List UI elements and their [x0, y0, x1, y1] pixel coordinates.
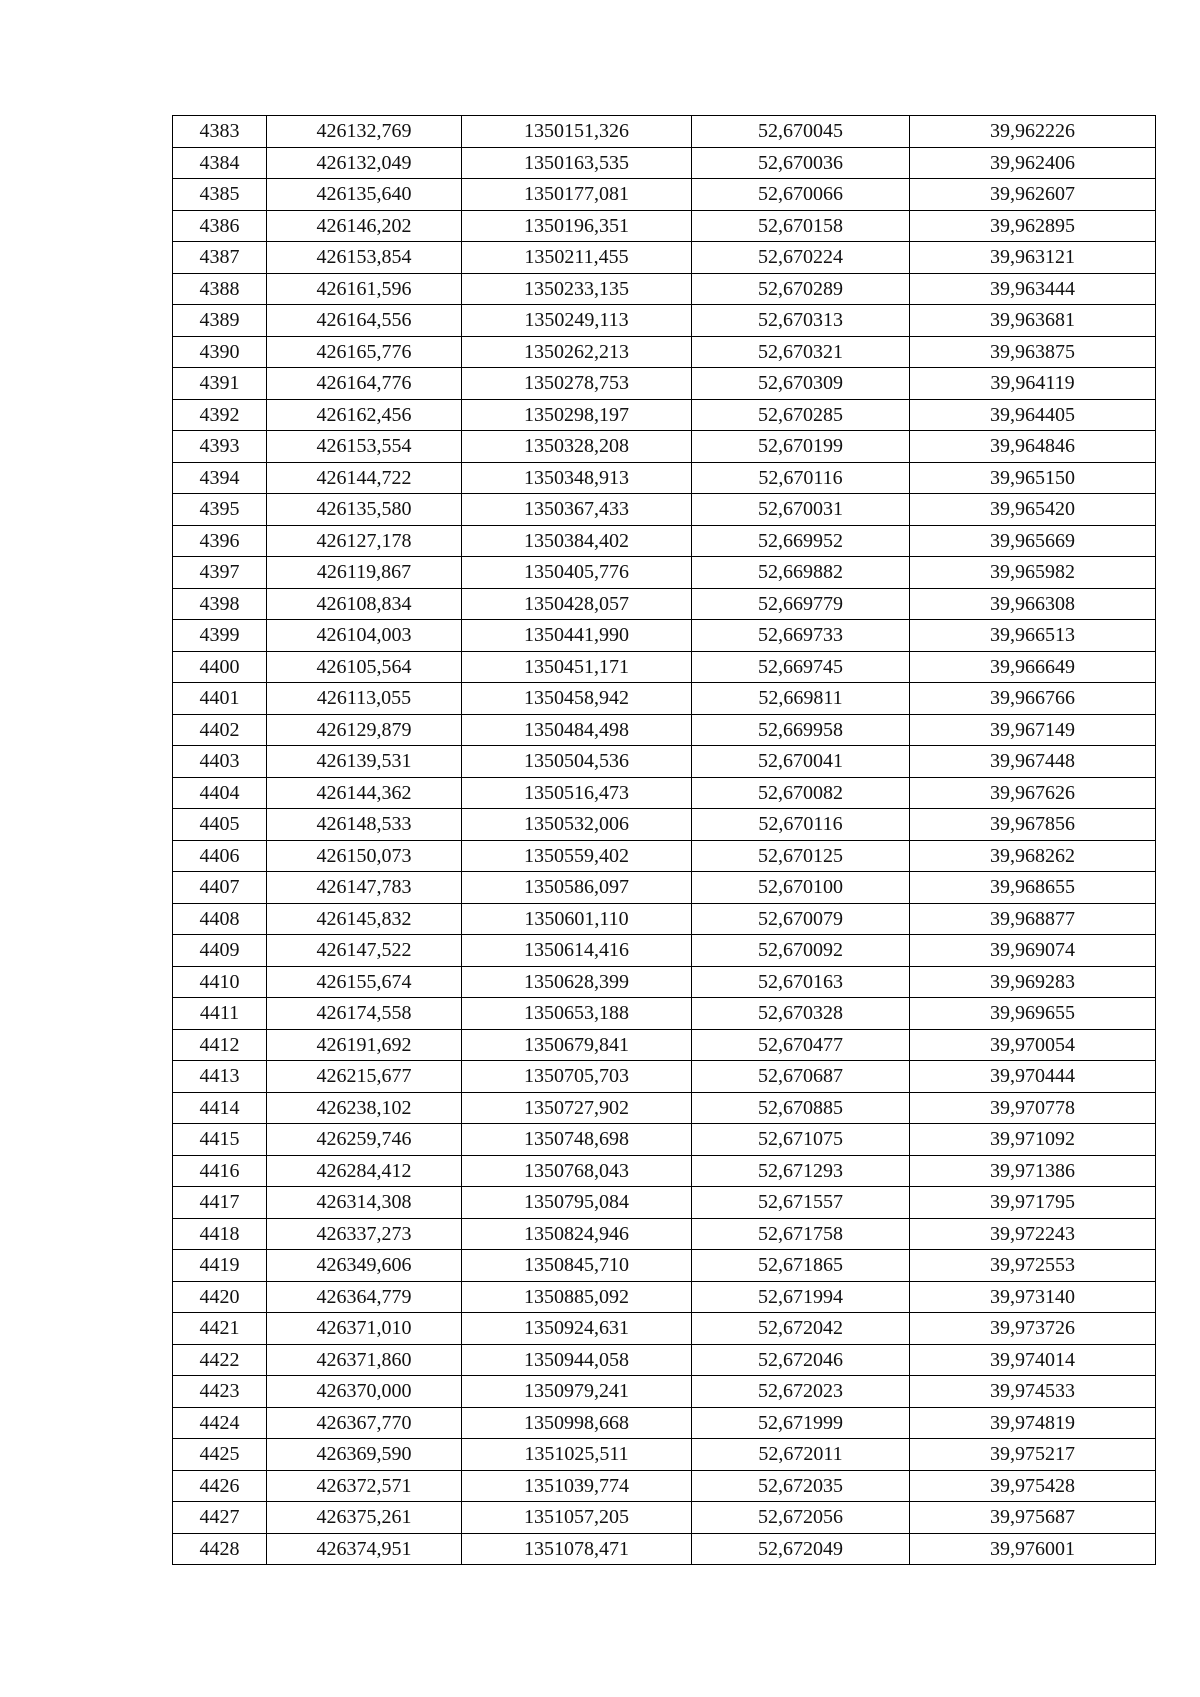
table-row [173, 179, 1156, 211]
x-coordinate-cell: 426337,273 [267, 1218, 462, 1250]
longitude-cell: 39,965669 [910, 525, 1156, 557]
x-coordinate-cell: 426372,571 [267, 1470, 462, 1502]
x-coordinate-cell: 426164,556 [267, 305, 462, 337]
point-number-cell: 4393 [173, 431, 267, 463]
y-coordinate-cell: 1350601,110 [462, 903, 692, 935]
latitude-cell: 52,672042 [692, 1313, 910, 1345]
longitude-cell: 39,962406 [910, 147, 1156, 179]
longitude-cell: 39,963875 [910, 336, 1156, 368]
longitude-cell: 39,963681 [910, 305, 1156, 337]
y-coordinate-cell: 1350328,208 [462, 431, 692, 463]
point-number-cell: 4427 [173, 1502, 267, 1534]
table-row [173, 242, 1156, 274]
latitude-cell: 52,670045 [692, 116, 910, 148]
table-row [173, 1250, 1156, 1282]
point-number-cell: 4385 [173, 179, 267, 211]
y-coordinate-cell: 1350628,399 [462, 966, 692, 998]
longitude-cell: 39,975428 [910, 1470, 1156, 1502]
longitude-cell: 39,973726 [910, 1313, 1156, 1345]
longitude-cell: 39,964119 [910, 368, 1156, 400]
latitude-cell: 52,670309 [692, 368, 910, 400]
table-row [173, 1502, 1156, 1534]
y-coordinate-cell: 1350748,698 [462, 1124, 692, 1156]
y-coordinate-cell: 1350163,535 [462, 147, 692, 179]
table-row [173, 1439, 1156, 1471]
y-coordinate-cell: 1350795,084 [462, 1187, 692, 1219]
longitude-cell: 39,966513 [910, 620, 1156, 652]
table-row [173, 336, 1156, 368]
y-coordinate-cell: 1350451,171 [462, 651, 692, 683]
longitude-cell: 39,973140 [910, 1281, 1156, 1313]
point-number-cell: 4411 [173, 998, 267, 1030]
latitude-cell: 52,670285 [692, 399, 910, 431]
latitude-cell: 52,670477 [692, 1029, 910, 1061]
x-coordinate-cell: 426113,055 [267, 683, 462, 715]
x-coordinate-cell: 426105,564 [267, 651, 462, 683]
x-coordinate-cell: 426147,783 [267, 872, 462, 904]
point-number-cell: 4404 [173, 777, 267, 809]
table-row [173, 462, 1156, 494]
y-coordinate-cell: 1350262,213 [462, 336, 692, 368]
table-row [173, 1155, 1156, 1187]
table-row [173, 1029, 1156, 1061]
x-coordinate-cell: 426153,854 [267, 242, 462, 274]
longitude-cell: 39,967856 [910, 809, 1156, 841]
latitude-cell: 52,669745 [692, 651, 910, 683]
point-number-cell: 4420 [173, 1281, 267, 1313]
longitude-cell: 39,971092 [910, 1124, 1156, 1156]
latitude-cell: 52,671994 [692, 1281, 910, 1313]
table-row [173, 1061, 1156, 1093]
y-coordinate-cell: 1350367,433 [462, 494, 692, 526]
longitude-cell: 39,971386 [910, 1155, 1156, 1187]
table-row [173, 998, 1156, 1030]
y-coordinate-cell: 1350196,351 [462, 210, 692, 242]
latitude-cell: 52,670116 [692, 809, 910, 841]
latitude-cell: 52,670321 [692, 336, 910, 368]
point-number-cell: 4417 [173, 1187, 267, 1219]
table-row [173, 368, 1156, 400]
point-number-cell: 4406 [173, 840, 267, 872]
point-number-cell: 4401 [173, 683, 267, 715]
latitude-cell: 52,670079 [692, 903, 910, 935]
point-number-cell: 4399 [173, 620, 267, 652]
latitude-cell: 52,672011 [692, 1439, 910, 1471]
y-coordinate-cell: 1350211,455 [462, 242, 692, 274]
point-number-cell: 4421 [173, 1313, 267, 1345]
point-number-cell: 4408 [173, 903, 267, 935]
y-coordinate-cell: 1350278,753 [462, 368, 692, 400]
point-number-cell: 4392 [173, 399, 267, 431]
longitude-cell: 39,968655 [910, 872, 1156, 904]
table-row [173, 210, 1156, 242]
latitude-cell: 52,669811 [692, 683, 910, 715]
point-number-cell: 4414 [173, 1092, 267, 1124]
x-coordinate-cell: 426132,049 [267, 147, 462, 179]
x-coordinate-cell: 426314,308 [267, 1187, 462, 1219]
x-coordinate-cell: 426371,010 [267, 1313, 462, 1345]
table-row [173, 714, 1156, 746]
y-coordinate-cell: 1350679,841 [462, 1029, 692, 1061]
x-coordinate-cell: 426375,261 [267, 1502, 462, 1534]
y-coordinate-cell: 1350405,776 [462, 557, 692, 589]
longitude-cell: 39,974819 [910, 1407, 1156, 1439]
longitude-cell: 39,964846 [910, 431, 1156, 463]
table-row [173, 588, 1156, 620]
latitude-cell: 52,671557 [692, 1187, 910, 1219]
x-coordinate-cell: 426135,640 [267, 179, 462, 211]
longitude-cell: 39,971795 [910, 1187, 1156, 1219]
y-coordinate-cell: 1350979,241 [462, 1376, 692, 1408]
point-number-cell: 4403 [173, 746, 267, 778]
x-coordinate-cell: 426238,102 [267, 1092, 462, 1124]
latitude-cell: 52,671293 [692, 1155, 910, 1187]
point-number-cell: 4425 [173, 1439, 267, 1471]
point-number-cell: 4405 [173, 809, 267, 841]
y-coordinate-cell: 1350298,197 [462, 399, 692, 431]
table-row [173, 147, 1156, 179]
x-coordinate-cell: 426165,776 [267, 336, 462, 368]
longitude-cell: 39,974014 [910, 1344, 1156, 1376]
table-row [173, 966, 1156, 998]
y-coordinate-cell: 1351039,774 [462, 1470, 692, 1502]
y-coordinate-cell: 1350384,402 [462, 525, 692, 557]
y-coordinate-cell: 1350348,913 [462, 462, 692, 494]
table-row [173, 620, 1156, 652]
x-coordinate-cell: 426135,580 [267, 494, 462, 526]
y-coordinate-cell: 1351078,471 [462, 1533, 692, 1565]
x-coordinate-cell: 426174,558 [267, 998, 462, 1030]
y-coordinate-cell: 1350532,006 [462, 809, 692, 841]
y-coordinate-cell: 1350233,135 [462, 273, 692, 305]
latitude-cell: 52,670158 [692, 210, 910, 242]
x-coordinate-cell: 426215,677 [267, 1061, 462, 1093]
x-coordinate-cell: 426155,674 [267, 966, 462, 998]
longitude-cell: 39,969283 [910, 966, 1156, 998]
y-coordinate-cell: 1351057,205 [462, 1502, 692, 1534]
x-coordinate-cell: 426367,770 [267, 1407, 462, 1439]
table-row [173, 935, 1156, 967]
point-number-cell: 4415 [173, 1124, 267, 1156]
latitude-cell: 52,671999 [692, 1407, 910, 1439]
latitude-cell: 52,670092 [692, 935, 910, 967]
table-row [173, 683, 1156, 715]
x-coordinate-cell: 426150,073 [267, 840, 462, 872]
longitude-cell: 39,966766 [910, 683, 1156, 715]
longitude-cell: 39,967448 [910, 746, 1156, 778]
x-coordinate-cell: 426144,362 [267, 777, 462, 809]
y-coordinate-cell: 1350727,902 [462, 1092, 692, 1124]
y-coordinate-cell: 1350944,058 [462, 1344, 692, 1376]
longitude-cell: 39,976001 [910, 1533, 1156, 1565]
table-row [173, 1218, 1156, 1250]
point-number-cell: 4395 [173, 494, 267, 526]
longitude-cell: 39,975687 [910, 1502, 1156, 1534]
point-number-cell: 4396 [173, 525, 267, 557]
longitude-cell: 39,970054 [910, 1029, 1156, 1061]
longitude-cell: 39,969655 [910, 998, 1156, 1030]
latitude-cell: 52,670163 [692, 966, 910, 998]
latitude-cell: 52,670100 [692, 872, 910, 904]
latitude-cell: 52,670687 [692, 1061, 910, 1093]
latitude-cell: 52,669958 [692, 714, 910, 746]
table-row [173, 273, 1156, 305]
table-row [173, 651, 1156, 683]
longitude-cell: 39,964405 [910, 399, 1156, 431]
y-coordinate-cell: 1350653,188 [462, 998, 692, 1030]
point-number-cell: 4416 [173, 1155, 267, 1187]
longitude-cell: 39,974533 [910, 1376, 1156, 1408]
longitude-cell: 39,965150 [910, 462, 1156, 494]
longitude-cell: 39,970444 [910, 1061, 1156, 1093]
table-row [173, 1313, 1156, 1345]
latitude-cell: 52,670066 [692, 179, 910, 211]
latitude-cell: 52,669733 [692, 620, 910, 652]
x-coordinate-cell: 426132,769 [267, 116, 462, 148]
y-coordinate-cell: 1350885,092 [462, 1281, 692, 1313]
longitude-cell: 39,967149 [910, 714, 1156, 746]
y-coordinate-cell: 1350586,097 [462, 872, 692, 904]
x-coordinate-cell: 426259,746 [267, 1124, 462, 1156]
point-number-cell: 4410 [173, 966, 267, 998]
table-row [173, 1533, 1156, 1565]
y-coordinate-cell: 1350845,710 [462, 1250, 692, 1282]
longitude-cell: 39,962607 [910, 179, 1156, 211]
point-number-cell: 4407 [173, 872, 267, 904]
latitude-cell: 52,670082 [692, 777, 910, 809]
x-coordinate-cell: 426369,590 [267, 1439, 462, 1471]
latitude-cell: 52,670041 [692, 746, 910, 778]
x-coordinate-cell: 426161,596 [267, 273, 462, 305]
latitude-cell: 52,669882 [692, 557, 910, 589]
point-number-cell: 4422 [173, 1344, 267, 1376]
x-coordinate-cell: 426145,832 [267, 903, 462, 935]
longitude-cell: 39,965982 [910, 557, 1156, 589]
table-row [173, 903, 1156, 935]
y-coordinate-cell: 1350441,990 [462, 620, 692, 652]
point-number-cell: 4390 [173, 336, 267, 368]
latitude-cell: 52,672049 [692, 1533, 910, 1565]
point-number-cell: 4424 [173, 1407, 267, 1439]
y-coordinate-cell: 1350614,416 [462, 935, 692, 967]
table-row [173, 746, 1156, 778]
latitude-cell: 52,670224 [692, 242, 910, 274]
x-coordinate-cell: 426370,000 [267, 1376, 462, 1408]
x-coordinate-cell: 426147,522 [267, 935, 462, 967]
latitude-cell: 52,672046 [692, 1344, 910, 1376]
point-number-cell: 4388 [173, 273, 267, 305]
table-row [173, 840, 1156, 872]
table-row [173, 557, 1156, 589]
longitude-cell: 39,968877 [910, 903, 1156, 935]
latitude-cell: 52,672056 [692, 1502, 910, 1534]
latitude-cell: 52,672035 [692, 1470, 910, 1502]
point-number-cell: 4418 [173, 1218, 267, 1250]
x-coordinate-cell: 426148,533 [267, 809, 462, 841]
latitude-cell: 52,669779 [692, 588, 910, 620]
longitude-cell: 39,969074 [910, 935, 1156, 967]
longitude-cell: 39,966649 [910, 651, 1156, 683]
longitude-cell: 39,963121 [910, 242, 1156, 274]
x-coordinate-cell: 426119,867 [267, 557, 462, 589]
longitude-cell: 39,965420 [910, 494, 1156, 526]
table-row [173, 872, 1156, 904]
y-coordinate-cell: 1350458,942 [462, 683, 692, 715]
longitude-cell: 39,972243 [910, 1218, 1156, 1250]
point-number-cell: 4383 [173, 116, 267, 148]
table-row [173, 305, 1156, 337]
point-number-cell: 4412 [173, 1029, 267, 1061]
x-coordinate-cell: 426144,722 [267, 462, 462, 494]
table-row [173, 494, 1156, 526]
point-number-cell: 4387 [173, 242, 267, 274]
longitude-cell: 39,963444 [910, 273, 1156, 305]
latitude-cell: 52,671075 [692, 1124, 910, 1156]
table-row [173, 1281, 1156, 1313]
x-coordinate-cell: 426104,003 [267, 620, 462, 652]
x-coordinate-cell: 426129,879 [267, 714, 462, 746]
point-number-cell: 4386 [173, 210, 267, 242]
latitude-cell: 52,672023 [692, 1376, 910, 1408]
y-coordinate-cell: 1350559,402 [462, 840, 692, 872]
table-row [173, 1124, 1156, 1156]
longitude-cell: 39,966308 [910, 588, 1156, 620]
point-number-cell: 4400 [173, 651, 267, 683]
table-row [173, 1470, 1156, 1502]
longitude-cell: 39,968262 [910, 840, 1156, 872]
point-number-cell: 4398 [173, 588, 267, 620]
y-coordinate-cell: 1351025,511 [462, 1439, 692, 1471]
point-number-cell: 4426 [173, 1470, 267, 1502]
point-number-cell: 4423 [173, 1376, 267, 1408]
y-coordinate-cell: 1350516,473 [462, 777, 692, 809]
table-row [173, 809, 1156, 841]
latitude-cell: 52,669952 [692, 525, 910, 557]
x-coordinate-cell: 426162,456 [267, 399, 462, 431]
latitude-cell: 52,670116 [692, 462, 910, 494]
y-coordinate-cell: 1350924,631 [462, 1313, 692, 1345]
longitude-cell: 39,962895 [910, 210, 1156, 242]
x-coordinate-cell: 426191,692 [267, 1029, 462, 1061]
longitude-cell: 39,975217 [910, 1439, 1156, 1471]
y-coordinate-cell: 1350705,703 [462, 1061, 692, 1093]
table-row [173, 1092, 1156, 1124]
table-row [173, 1407, 1156, 1439]
latitude-cell: 52,670199 [692, 431, 910, 463]
x-coordinate-cell: 426146,202 [267, 210, 462, 242]
table-row [173, 525, 1156, 557]
point-number-cell: 4402 [173, 714, 267, 746]
y-coordinate-cell: 1350768,043 [462, 1155, 692, 1187]
coordinates-table [172, 115, 1156, 1565]
y-coordinate-cell: 1350151,326 [462, 116, 692, 148]
table-row [173, 1376, 1156, 1408]
latitude-cell: 52,671865 [692, 1250, 910, 1282]
table-row [173, 399, 1156, 431]
latitude-cell: 52,671758 [692, 1218, 910, 1250]
point-number-cell: 4413 [173, 1061, 267, 1093]
y-coordinate-cell: 1350504,536 [462, 746, 692, 778]
x-coordinate-cell: 426127,178 [267, 525, 462, 557]
x-coordinate-cell: 426108,834 [267, 588, 462, 620]
x-coordinate-cell: 426284,412 [267, 1155, 462, 1187]
point-number-cell: 4394 [173, 462, 267, 494]
y-coordinate-cell: 1350249,113 [462, 305, 692, 337]
longitude-cell: 39,962226 [910, 116, 1156, 148]
point-number-cell: 4397 [173, 557, 267, 589]
y-coordinate-cell: 1350484,498 [462, 714, 692, 746]
latitude-cell: 52,670125 [692, 840, 910, 872]
point-number-cell: 4389 [173, 305, 267, 337]
x-coordinate-cell: 426139,531 [267, 746, 462, 778]
x-coordinate-cell: 426371,860 [267, 1344, 462, 1376]
x-coordinate-cell: 426164,776 [267, 368, 462, 400]
table-row [173, 1187, 1156, 1219]
point-number-cell: 4419 [173, 1250, 267, 1282]
longitude-cell: 39,970778 [910, 1092, 1156, 1124]
y-coordinate-cell: 1350177,081 [462, 179, 692, 211]
latitude-cell: 52,670036 [692, 147, 910, 179]
x-coordinate-cell: 426153,554 [267, 431, 462, 463]
longitude-cell: 39,972553 [910, 1250, 1156, 1282]
latitude-cell: 52,670313 [692, 305, 910, 337]
y-coordinate-cell: 1350998,668 [462, 1407, 692, 1439]
x-coordinate-cell: 426374,951 [267, 1533, 462, 1565]
x-coordinate-cell: 426349,606 [267, 1250, 462, 1282]
x-coordinate-cell: 426364,779 [267, 1281, 462, 1313]
coordinates-table-body [173, 116, 1156, 1565]
longitude-cell: 39,967626 [910, 777, 1156, 809]
point-number-cell: 4391 [173, 368, 267, 400]
latitude-cell: 52,670289 [692, 273, 910, 305]
y-coordinate-cell: 1350824,946 [462, 1218, 692, 1250]
table-row [173, 1344, 1156, 1376]
table-row [173, 431, 1156, 463]
point-number-cell: 4409 [173, 935, 267, 967]
table-row [173, 777, 1156, 809]
latitude-cell: 52,670031 [692, 494, 910, 526]
y-coordinate-cell: 1350428,057 [462, 588, 692, 620]
latitude-cell: 52,670885 [692, 1092, 910, 1124]
table-row [173, 116, 1156, 148]
point-number-cell: 4428 [173, 1533, 267, 1565]
latitude-cell: 52,670328 [692, 998, 910, 1030]
point-number-cell: 4384 [173, 147, 267, 179]
